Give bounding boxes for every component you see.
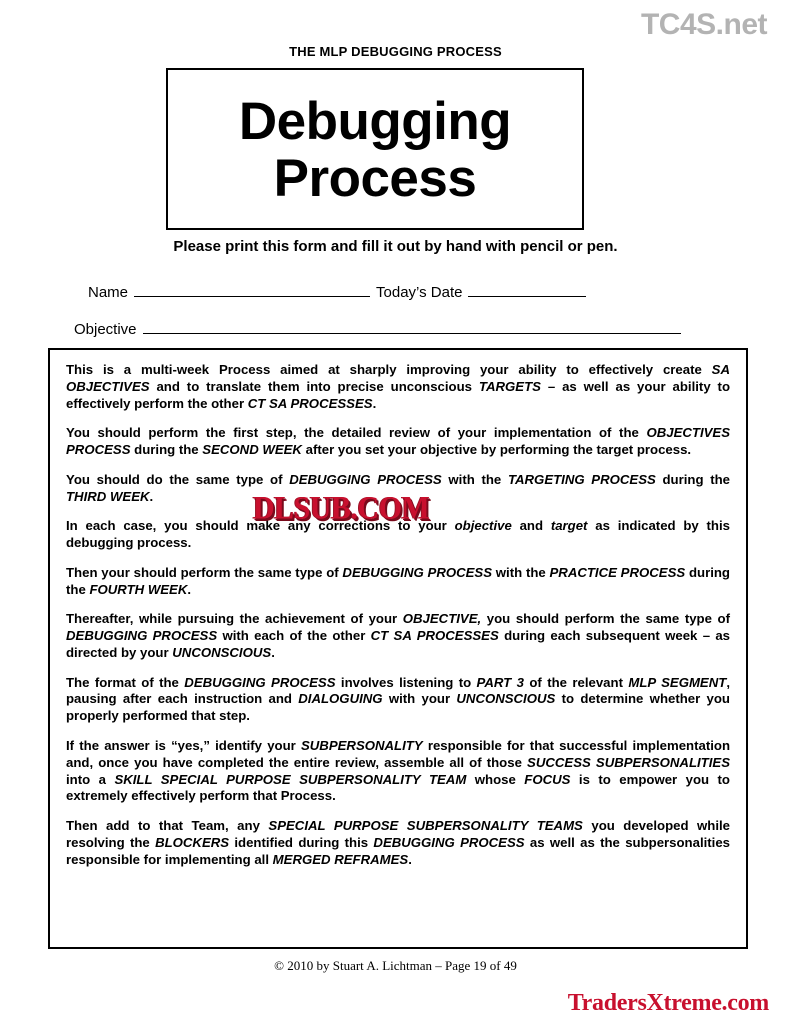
text-run: is to empower you to extremely effectively perform that Process. (66, 771, 730, 804)
emphasis-run: DEBUGGING PROCESS (373, 834, 525, 850)
text-run: responsible for that successful implementation and, once you have completed the entire review, assemble all of those (66, 738, 730, 770)
body-text-box (48, 348, 748, 949)
emphasis-run: OBJECTIVES PROCESS (66, 425, 730, 458)
text-run: – as well as your ability to effectively perform the other (66, 378, 731, 411)
emphasis-run: FOCUS (524, 771, 571, 787)
text-run: In each case, you should make any corrections to your (66, 518, 455, 534)
emphasis-run: objective (454, 518, 512, 534)
emphasis-run: THIRD WEEK (66, 488, 150, 504)
emphasis-run: UNCONSCIOUS (172, 644, 272, 660)
text-run: during the (66, 564, 730, 597)
emphasis-run: SUBPERSONALITY (300, 738, 423, 754)
text-run: into a (66, 771, 115, 787)
objective-field-label: Objective (74, 321, 137, 338)
text-run: with your (382, 691, 457, 707)
name-input-line[interactable] (134, 283, 370, 297)
body-paragraph-4 (66, 518, 730, 552)
text-run: with each of the other (217, 628, 371, 644)
page-footer: © 2010 by Stuart A. Lichtman – Page 19 of 49 (274, 958, 517, 973)
emphasis-run: FOURTH WEEK (89, 581, 188, 597)
text-run: involves listening to (335, 674, 477, 690)
emphasis-run: SUCCESS SUBPERSONALITIES (527, 754, 730, 770)
text-run: with the (492, 564, 550, 580)
emphasis-run: DEBUGGING PROCESS (66, 628, 218, 644)
emphasis-run: PRACTICE PROCESS (549, 564, 686, 580)
emphasis-run: DEBUGGING PROCESS (289, 471, 442, 487)
objective-field-row (74, 320, 714, 338)
emphasis-run: DEBUGGING PROCESS (342, 564, 493, 580)
text-run: during the (130, 442, 203, 458)
body-paragraph-1 (66, 362, 730, 412)
emphasis-run: SKILL SPECIAL PURPOSE SUBPERSONALITY TEAM (114, 771, 467, 787)
emphasis-run: TARGETING PROCESS (507, 471, 656, 487)
name-field-label: Name (88, 284, 129, 301)
text-run: as indicated by this debugging process. (66, 518, 730, 551)
emphasis-run: SECOND WEEK (202, 442, 302, 458)
text-run: as well as the subpersonalities responsible for implementing all (66, 834, 730, 867)
text-run: , pausing after each instruction and (66, 674, 730, 707)
emphasis-run: SA OBJECTIVES (66, 362, 730, 394)
emphasis-run: target (550, 518, 588, 534)
text-run: This is a multi-week Process aimed at sharply improving your ability to effectively create (66, 362, 712, 377)
text-run: you should perform the same type of (481, 611, 730, 627)
text-run: whose (466, 771, 525, 787)
text-run: and (511, 518, 551, 534)
body-paragraph-5 (66, 565, 730, 599)
center-watermark: DLSUB.COM (253, 490, 430, 527)
text-run: You should do the same type of (66, 471, 290, 487)
brand-top-watermark: TC4S.net (640, 8, 767, 41)
body-paragraph-8 (66, 738, 730, 805)
emphasis-run: MERGED REFRAMES (272, 851, 409, 867)
body-paragraph-3 (66, 472, 730, 506)
text-run: after you set your objective by performing the target process. (301, 442, 692, 458)
text-run: Then add to that Team, any (66, 818, 269, 834)
text-run: to determine whether you properly performed that step. (66, 691, 730, 724)
title-box (166, 68, 584, 230)
text-run: You should perform the first step, the detailed review of your implementation of the (66, 425, 647, 441)
text-run: . (372, 395, 377, 411)
emphasis-run: OBJECTIVE, (402, 611, 482, 627)
text-run: Then your should perform the same type of (66, 564, 343, 580)
emphasis-run: BLOCKERS (155, 834, 230, 850)
text-run: The format of the (66, 674, 185, 690)
emphasis-run: MLP SEGMENT (628, 674, 727, 690)
body-paragraph-7 (66, 675, 730, 725)
text-run: you developed while resolving the (66, 818, 730, 850)
body-paragraph-2 (66, 425, 730, 459)
text-run: . (408, 851, 412, 867)
date-input-line[interactable] (468, 283, 586, 297)
text-run: . (187, 581, 192, 597)
text-run: and to translate them into precise unconscious (149, 378, 479, 394)
date-field-label: Today’s Date (376, 284, 463, 301)
emphasis-run: PART 3 (476, 674, 524, 690)
text-run: of the relevant (523, 674, 629, 690)
text-run: . (149, 488, 154, 504)
emphasis-run: DIALOGUING (298, 691, 383, 707)
text-run: Thereafter, while pursuing the achievement of your (66, 611, 403, 627)
title-line-1: Debugging (238, 92, 512, 152)
body-paragraph-6 (66, 611, 730, 661)
document-header-title: THE MLP DEBUGGING PROCESS (289, 44, 502, 59)
emphasis-run: SPECIAL PURPOSE SUBPERSONALITY TEAMS (268, 818, 583, 834)
emphasis-run: CT SA PROCESSES (247, 395, 373, 411)
brand-bottom-watermark: TradersXtreme.com (567, 990, 769, 1016)
objective-input-line[interactable] (143, 320, 681, 334)
title-line-2: Process (273, 149, 477, 208)
emphasis-run: DEBUGGING PROCESS (184, 674, 336, 690)
text-run: identified during this (229, 834, 374, 850)
emphasis-run: UNCONSCIOUS (456, 691, 556, 707)
print-instruction: Please print this form and fill it out by hand with pencil or pen. (173, 238, 618, 255)
name-date-field-row (88, 283, 708, 301)
body-paragraph-9 (66, 818, 730, 868)
text-run: with the (441, 471, 508, 487)
text-run: during the (655, 471, 730, 487)
text-run: . (271, 644, 275, 660)
text-run: during each subsequent week – as directed by your (66, 628, 731, 660)
text-run: If the answer is “yes,” identify your (66, 738, 301, 754)
emphasis-run: CT SA PROCESSES (370, 628, 499, 644)
emphasis-run: TARGETS (478, 378, 541, 394)
